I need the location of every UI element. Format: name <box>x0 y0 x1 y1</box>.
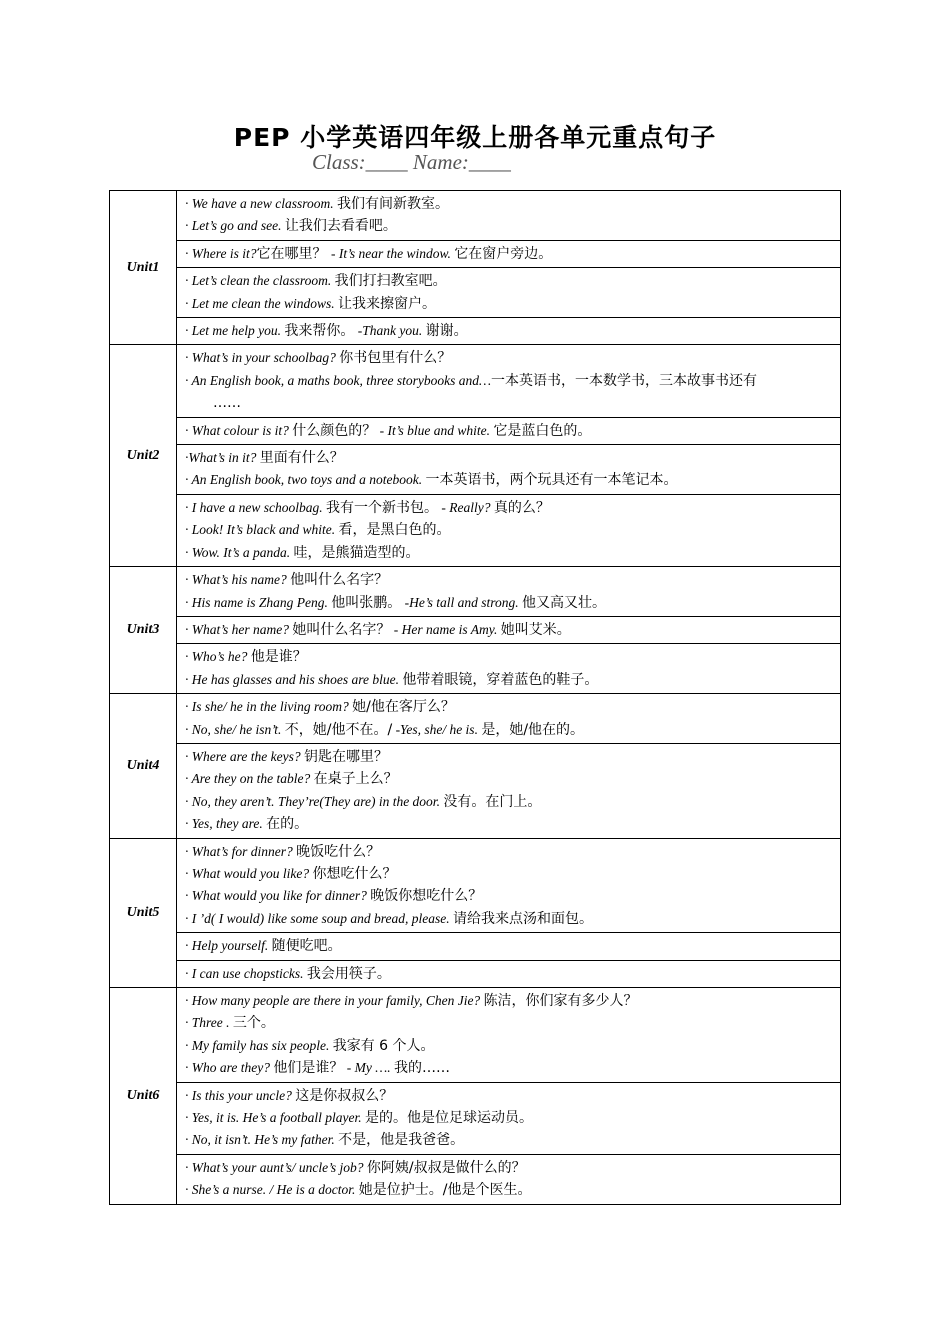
english-text: · I can use chopsticks. <box>185 965 307 981</box>
english-text: · Yes, they are. <box>185 816 267 832</box>
chinese-text: 他叫什么名字？ <box>290 572 389 589</box>
english-text: · Let’s clean the classroom. <box>185 273 335 289</box>
sentence-line <box>185 293 840 315</box>
english-text: · Let me clean the windows. <box>185 295 338 311</box>
page-title: PEP 小学英语四年级上册各单元重点句子 <box>233 123 717 152</box>
table-row <box>110 318 841 345</box>
english-text: - Really? <box>437 499 494 515</box>
table-row <box>110 743 841 838</box>
sentence-group <box>177 616 841 643</box>
chinese-text: 一本英语书，一本数学书，三本故事书还有 <box>490 372 757 389</box>
sentence-line <box>185 243 840 265</box>
chinese-text: 真的么？ <box>493 499 550 516</box>
table-row <box>110 494 841 566</box>
sentence-line <box>185 447 840 469</box>
sentence-line <box>185 1012 840 1034</box>
table-row <box>110 445 841 495</box>
sentence-line <box>185 619 840 641</box>
english-text: · Wow. It’s a panda. <box>185 544 294 560</box>
english-text: · What’s your aunt’s/ uncle’s job? <box>185 1159 367 1175</box>
chinese-text: 我家有 6 个人。 <box>332 1037 435 1054</box>
sentence-line <box>185 935 840 957</box>
sentence-line <box>185 420 840 442</box>
chinese-text: 在的。 <box>266 816 309 833</box>
table-row <box>110 1154 841 1204</box>
unit-label: Unit1 <box>110 191 177 345</box>
chinese-text: 里面有什么？ <box>259 450 344 467</box>
chinese-text: 它在窗户旁边。 <box>454 245 553 262</box>
table-row <box>110 616 841 643</box>
english-text: - My …. <box>343 1060 394 1076</box>
sentence-line <box>185 791 840 813</box>
chinese-text: 它是蓝白色的。 <box>493 422 592 439</box>
chinese-text: 他们是谁？ <box>273 1060 344 1077</box>
english-text: · Let’s go and see. <box>185 218 285 234</box>
page-subtitle: Class:____ Name:____ <box>312 150 511 174</box>
chinese-text: 她/他在客厅么？ <box>352 699 455 716</box>
english-text: · Let me help you. <box>185 323 285 339</box>
sentence-line <box>185 863 840 885</box>
sentence-group <box>177 445 841 495</box>
english-text: · No, it isn’t. He’s my father. <box>185 1132 339 1148</box>
english-text: -Thank you. <box>354 323 426 339</box>
english-text: -Yes, she/ he is. <box>392 721 482 737</box>
table-row <box>110 567 841 617</box>
english-text: · We have a new classroom. <box>185 196 337 211</box>
sentence-line <box>185 392 840 414</box>
english-text: · I ’d( I would) like some soup and bread, please. <box>185 910 453 926</box>
chinese-text: 她叫什么名字？ <box>292 621 391 638</box>
english-text: · Help yourself. <box>185 938 272 954</box>
sentence-line <box>185 347 840 369</box>
chinese-text: 晚饭你想吃什么？ <box>370 888 483 905</box>
sentence-line <box>185 669 840 691</box>
sentence-line <box>185 719 840 741</box>
chinese-text: 钥匙在哪里？ <box>303 748 388 765</box>
chinese-text: 你想吃什么？ <box>312 865 397 882</box>
chinese-text: 随便吃吧。 <box>271 938 342 955</box>
sentence-line <box>185 270 840 292</box>
sentence-line <box>185 1129 840 1151</box>
sentence-line <box>185 1179 840 1201</box>
sentence-group <box>177 1082 841 1154</box>
chinese-text: 让我来擦窗户。 <box>337 295 436 312</box>
chinese-text: 不，她/他不在。/ <box>284 721 393 738</box>
sentence-line <box>185 519 840 541</box>
sentence-line <box>185 646 840 668</box>
english-text: · I have a new schoolbag. <box>185 499 326 515</box>
sentence-line <box>185 696 840 718</box>
english-text: · Who are they? <box>185 1060 274 1076</box>
sentence-line <box>185 497 840 519</box>
english-text: · What’s her name? <box>185 621 293 637</box>
sentence-group <box>177 933 841 960</box>
chinese-text: 它在哪里？ <box>256 245 331 262</box>
chinese-text: 这是你叔叔么？ <box>295 1087 394 1104</box>
english-text: - It’s blue and white. <box>376 422 494 438</box>
chinese-text: 我有一个新书包。 <box>325 499 438 516</box>
sentence-line <box>185 469 840 491</box>
english-text: · Three . <box>185 1015 233 1031</box>
chinese-text: 什么颜色的？ <box>292 422 377 439</box>
sentence-line <box>185 963 840 985</box>
sentence-line <box>185 215 840 237</box>
table-row <box>110 268 841 318</box>
english-text: · Is she/ he in the living room? <box>185 699 353 715</box>
chinese-text: 我来帮你。 <box>284 323 355 340</box>
sentence-line <box>185 768 840 790</box>
english-text: · Yes, it is. He’s a football player. <box>185 1110 366 1126</box>
table-row <box>110 988 841 1083</box>
sentence-group <box>177 345 841 417</box>
unit-label: Unit6 <box>110 988 177 1205</box>
chinese-text: 晚饭吃什么？ <box>296 843 381 860</box>
unit-label: Unit5 <box>110 838 177 987</box>
sentence-group <box>177 318 841 345</box>
chinese-text: 哇，是熊猫造型的。 <box>293 544 420 561</box>
sentence-line <box>185 1085 840 1107</box>
chinese-text: 你阿姨/叔叔是做什么的？ <box>366 1159 526 1176</box>
english-text: · No, they aren’t. They’re(They are) in the door. <box>185 793 444 809</box>
english-text: · Look! It’s black and white. <box>185 522 339 538</box>
sentence-group <box>177 644 841 694</box>
sentence-group <box>177 417 841 444</box>
sentence-line <box>185 1035 840 1057</box>
english-text: · He has glasses and his shoes are blue. <box>185 671 403 687</box>
english-text: · Who’s he? <box>185 649 251 665</box>
english-text: ·What’s in it? <box>185 450 260 466</box>
chinese-text: …… <box>213 395 241 412</box>
english-text: · What would you like for dinner? <box>185 888 371 904</box>
english-text: - It’s near the window. <box>330 245 455 261</box>
sentence-line <box>185 813 840 835</box>
table-row <box>110 1082 841 1154</box>
english-text: - Her name is Amy. <box>390 621 501 637</box>
english-text: · No, she/ he isn’t. <box>185 721 285 737</box>
sentence-group <box>177 988 841 1083</box>
chinese-text: 是的。他是位足球运动员。 <box>365 1110 534 1127</box>
chinese-text: 一本英语书，两个玩具还有一本笔记本。 <box>425 472 678 489</box>
english-text: · An English book, a maths book, three storybooks and… <box>185 372 491 388</box>
sentence-line <box>185 841 840 863</box>
sentence-group <box>177 240 841 267</box>
chinese-text: 谢谢。 <box>425 323 468 340</box>
unit-label: Unit2 <box>110 345 177 567</box>
english-text: · How many people are there in your family, Chen Jie? <box>185 993 484 1008</box>
sentence-line <box>185 193 840 215</box>
english-text: · What’s in your schoolbag? <box>185 350 340 366</box>
sentence-line <box>185 569 840 591</box>
sentence-line <box>185 885 840 907</box>
sentence-line <box>185 1107 840 1129</box>
sentence-group <box>177 838 841 933</box>
chinese-text: 我的…… <box>393 1060 450 1077</box>
chinese-text: 他又高又壮。 <box>522 594 607 611</box>
chinese-text: 他是谁？ <box>250 649 307 666</box>
chinese-text: 没有。在门上。 <box>443 793 542 810</box>
sentence-line <box>185 1157 840 1179</box>
table-row <box>110 694 841 744</box>
chinese-text: 让我们去看看吧。 <box>284 218 397 235</box>
sentence-group <box>177 1154 841 1204</box>
chinese-text: 不是，他是我爸爸。 <box>338 1132 465 1149</box>
sentence-line <box>185 320 840 342</box>
chinese-text: 看，是黑白色的。 <box>338 522 451 539</box>
unit-label: Unit4 <box>110 694 177 838</box>
chinese-text: 我会用筷子。 <box>306 965 391 982</box>
sentence-line <box>185 542 840 564</box>
english-text: · Are they on the table? <box>185 771 314 787</box>
table-row <box>110 240 841 267</box>
table-row <box>110 191 841 241</box>
chinese-text: 你书包里有什么？ <box>339 350 452 367</box>
sentence-table <box>109 190 841 1205</box>
table-row <box>110 933 841 960</box>
sentence-line <box>185 370 840 392</box>
english-text: · An English book, two toys and a notebook. <box>185 472 426 488</box>
table-row <box>110 838 841 933</box>
chinese-text: 她是位护士。/他是个医生。 <box>358 1182 532 1199</box>
english-text: · Where are the keys? <box>185 748 304 764</box>
english-text: · What colour is it? <box>185 422 293 438</box>
chinese-text: 是，她/他在的。 <box>481 721 585 738</box>
chinese-text: 在桌子上么？ <box>313 771 398 788</box>
english-text: · Is this your uncle? <box>185 1087 296 1103</box>
sentence-line <box>185 746 840 768</box>
chinese-text: 三个。 <box>232 1015 275 1032</box>
chinese-text: 我们有间新教室。 <box>336 196 449 212</box>
sentence-line <box>185 908 840 930</box>
english-text: · What’s his name? <box>185 572 291 588</box>
sentence-line <box>185 592 840 614</box>
sentence-group <box>177 494 841 566</box>
chinese-text: 她叫艾米。 <box>500 621 571 638</box>
unit-label: Unit3 <box>110 567 177 694</box>
english-text: · My family has six people. <box>185 1037 333 1053</box>
sentence-group <box>177 191 841 241</box>
english-text: · Where is it? <box>185 245 257 261</box>
sentence-line <box>185 1057 840 1079</box>
chinese-text: 陈洁，你们家有多少人？ <box>483 993 638 1009</box>
english-text: · What would you like? <box>185 865 313 881</box>
english-text: -He’s tall and strong. <box>401 594 523 610</box>
sentence-group <box>177 567 841 617</box>
table-row <box>110 644 841 694</box>
sentence-group <box>177 268 841 318</box>
english-text: · What’s for dinner? <box>185 843 297 859</box>
chinese-text: 请给我来点汤和面包。 <box>452 910 593 927</box>
table-row <box>110 960 841 987</box>
table-row <box>110 345 841 417</box>
sentence-group <box>177 743 841 838</box>
sentence-line <box>185 990 840 1012</box>
english-text: · She’s a nurse. / He is a doctor. <box>185 1182 359 1198</box>
sentence-group <box>177 960 841 987</box>
table-row <box>110 417 841 444</box>
chinese-text: 他叫张鹏。 <box>331 594 402 611</box>
chinese-text: 我们打扫教室吧。 <box>334 273 447 290</box>
english-text: · His name is Zhang Peng. <box>185 594 332 610</box>
sentence-group <box>177 694 841 744</box>
chinese-text: 他带着眼镜，穿着蓝色的鞋子。 <box>402 671 599 688</box>
